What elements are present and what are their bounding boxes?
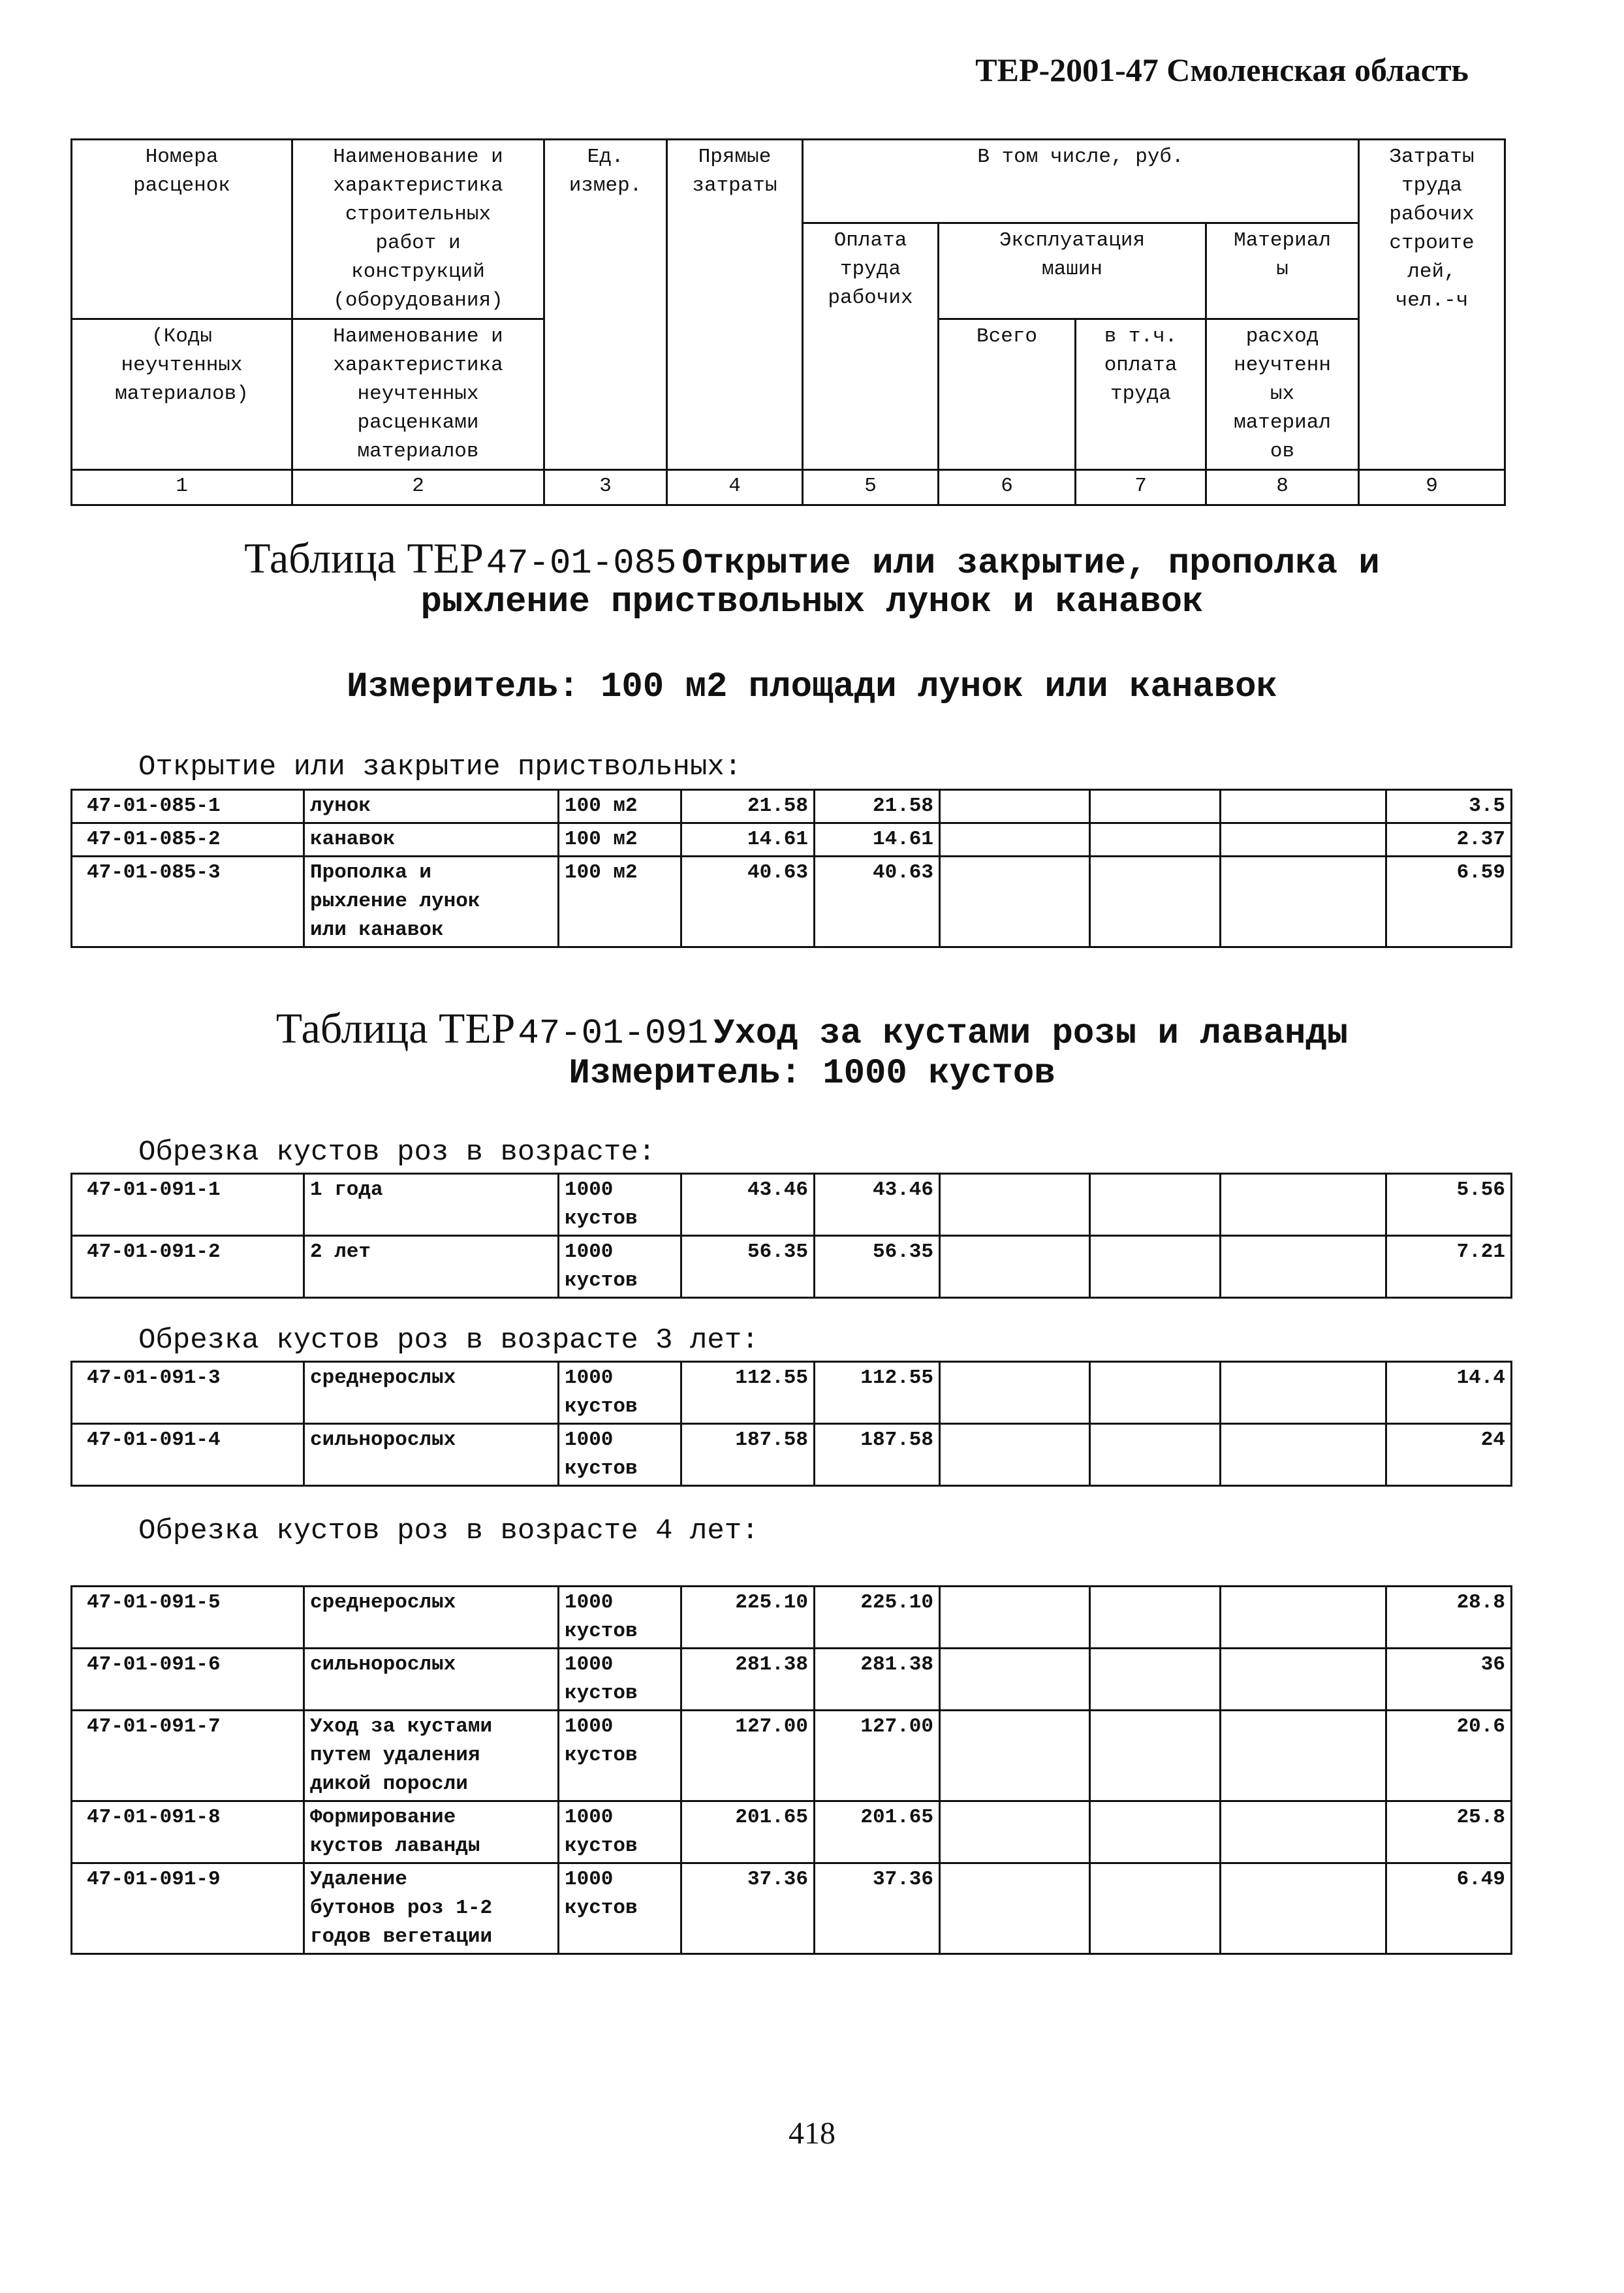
cell-materials bbox=[1221, 1424, 1386, 1486]
cell-code: 47-01-085-2 bbox=[72, 823, 304, 857]
cell-materials bbox=[1221, 1587, 1386, 1649]
table-085-measure: Измеритель: 100 м2 площади лунок или канавок bbox=[347, 667, 1277, 707]
cell-labor: 281.38 bbox=[815, 1649, 940, 1711]
cell-materials bbox=[1221, 1863, 1386, 1954]
cell-materials bbox=[1221, 823, 1386, 857]
cell-name: Формирование кустов лаванды bbox=[304, 1801, 559, 1863]
table-091-title-prefix: Таблица ТЕР bbox=[275, 1005, 516, 1052]
cell-hours: 2.37 bbox=[1386, 823, 1512, 857]
cell-machines bbox=[940, 1863, 1090, 1954]
table-091-code: 47-01-091 bbox=[518, 1014, 709, 1054]
cell-labor: 56.35 bbox=[815, 1236, 940, 1298]
cell-code: 47-01-091-8 bbox=[72, 1801, 304, 1863]
cell-machines bbox=[940, 857, 1090, 947]
cell-machines-labor bbox=[1090, 857, 1221, 947]
cell-direct: 127.00 bbox=[681, 1711, 815, 1801]
header-c1-bottom: (Коды неучтенных материалов) bbox=[72, 319, 292, 470]
cell-direct: 37.36 bbox=[681, 1863, 815, 1954]
header-c6: Всего bbox=[939, 319, 1076, 470]
cell-name: сильнорослых bbox=[304, 1424, 559, 1486]
table-row bbox=[72, 1362, 1512, 1424]
table-row bbox=[72, 857, 1512, 947]
header-number: 7 bbox=[1076, 470, 1206, 505]
cell-code: 47-01-091-3 bbox=[72, 1362, 304, 1424]
cell-machines bbox=[940, 1801, 1090, 1863]
table-091-measure: Измеритель: 1000 кустов bbox=[569, 1054, 1055, 1094]
cell-direct: 225.10 bbox=[681, 1587, 815, 1649]
table-row bbox=[72, 823, 1512, 857]
table-091-section-c-label: Обрезка кустов роз в возрасте 4 лет: bbox=[138, 1515, 759, 1547]
cell-unit: 1000 кустов bbox=[559, 1174, 681, 1236]
cell-code: 47-01-091-7 bbox=[72, 1711, 304, 1801]
cell-direct: 21.58 bbox=[681, 790, 815, 823]
cell-labor: 127.00 bbox=[815, 1711, 940, 1801]
cell-unit: 1000 кустов bbox=[559, 1649, 681, 1711]
cell-machines-labor bbox=[1090, 823, 1221, 857]
cell-machines bbox=[940, 823, 1090, 857]
table-row bbox=[72, 1174, 1512, 1236]
cell-hours: 20.6 bbox=[1386, 1711, 1512, 1801]
cell-machines bbox=[940, 1587, 1090, 1649]
cell-unit: 1000 кустов bbox=[559, 1863, 681, 1954]
cell-unit: 100 м2 bbox=[559, 857, 681, 947]
cell-machines bbox=[940, 1362, 1090, 1424]
page-header-title: ТЕР-2001-47 Смоленская область bbox=[975, 52, 1469, 88]
table-row bbox=[72, 1801, 1512, 1863]
cell-unit: 1000 кустов bbox=[559, 1801, 681, 1863]
table-row bbox=[72, 1711, 1512, 1801]
cell-code: 47-01-091-1 bbox=[72, 1174, 304, 1236]
table-091-section-b-label: Обрезка кустов роз в возрасте 3 лет: bbox=[138, 1324, 759, 1357]
cell-unit: 1000 кустов bbox=[559, 1362, 681, 1424]
cell-machines bbox=[940, 1174, 1090, 1236]
cell-machines-labor bbox=[1090, 790, 1221, 823]
cell-labor: 112.55 bbox=[815, 1362, 940, 1424]
header-number: 6 bbox=[939, 470, 1076, 505]
table-085-title bbox=[0, 534, 1624, 584]
cell-labor: 14.61 bbox=[815, 823, 940, 857]
cell-code: 47-01-091-4 bbox=[72, 1424, 304, 1486]
table-085-title-text: Открытие или закрытие, прополка и bbox=[681, 544, 1380, 584]
cell-code: 47-01-091-6 bbox=[72, 1649, 304, 1711]
cell-unit: 100 м2 bbox=[559, 790, 681, 823]
cell-machines bbox=[940, 1424, 1090, 1486]
cell-labor: 37.36 bbox=[815, 1863, 940, 1954]
cell-unit: 1000 кустов bbox=[559, 1711, 681, 1801]
table-091-title-text: Уход за кустами розы и лаванды bbox=[713, 1014, 1349, 1054]
header-number: 4 bbox=[667, 470, 803, 505]
header-c7: в т.ч. оплата труда bbox=[1076, 319, 1206, 470]
cell-unit: 1000 кустов bbox=[559, 1236, 681, 1298]
cell-hours: 5.56 bbox=[1386, 1174, 1512, 1236]
cell-direct: 40.63 bbox=[681, 857, 815, 947]
cell-code: 47-01-091-5 bbox=[72, 1587, 304, 1649]
cell-code: 47-01-085-1 bbox=[72, 790, 304, 823]
cell-materials bbox=[1221, 857, 1386, 947]
cell-name: Прополка и рыхление лунок или канавок bbox=[304, 857, 559, 947]
cell-direct: 56.35 bbox=[681, 1236, 815, 1298]
cell-direct: 187.58 bbox=[681, 1424, 815, 1486]
cell-materials bbox=[1221, 1362, 1386, 1424]
table-085-section-label: Открытие или закрытие приствольных: bbox=[138, 751, 742, 783]
cell-labor: 187.58 bbox=[815, 1424, 940, 1486]
cell-machines-labor bbox=[1090, 1649, 1221, 1711]
cell-labor: 40.63 bbox=[815, 857, 940, 947]
cell-direct: 14.61 bbox=[681, 823, 815, 857]
table-row bbox=[72, 1587, 1512, 1649]
cell-machines-labor bbox=[1090, 1362, 1221, 1424]
table-091-title bbox=[0, 1004, 1624, 1054]
cell-materials bbox=[1221, 1174, 1386, 1236]
table-row bbox=[72, 1424, 1512, 1486]
cell-name: 1 года bbox=[304, 1174, 559, 1236]
cell-unit: 1000 кустов bbox=[559, 1424, 681, 1486]
cell-machines-labor bbox=[1090, 1587, 1221, 1649]
cell-labor: 21.58 bbox=[815, 790, 940, 823]
cell-machines-labor bbox=[1090, 1801, 1221, 1863]
cell-labor: 201.65 bbox=[815, 1801, 940, 1863]
cell-machines-labor bbox=[1090, 1236, 1221, 1298]
table-091-c bbox=[70, 1585, 1512, 1955]
table-row bbox=[72, 790, 1512, 823]
cell-direct: 43.46 bbox=[681, 1174, 815, 1236]
cell-hours: 6.49 bbox=[1386, 1863, 1512, 1954]
cell-machines-labor bbox=[1090, 1711, 1221, 1801]
cell-machines bbox=[940, 1649, 1090, 1711]
header-number: 2 bbox=[292, 470, 544, 505]
cell-machines-labor bbox=[1090, 1863, 1221, 1954]
table-085-title-line2: рыхление приствольных лунок и канавок bbox=[420, 582, 1204, 622]
cell-name: сильнорослых bbox=[304, 1649, 559, 1711]
header-number: 3 bbox=[544, 470, 667, 505]
cell-hours: 3.5 bbox=[1386, 790, 1512, 823]
cell-unit: 100 м2 bbox=[559, 823, 681, 857]
table-085-code: 47-01-085 bbox=[486, 544, 677, 584]
column-header-table bbox=[70, 138, 1506, 506]
cell-labor: 43.46 bbox=[815, 1174, 940, 1236]
table-091-a bbox=[70, 1173, 1512, 1299]
table-085 bbox=[70, 789, 1512, 948]
cell-hours: 36 bbox=[1386, 1649, 1512, 1711]
header-c2-bottom: Наименование и характеристика неучтенных расценками материалов bbox=[292, 319, 544, 470]
cell-direct: 201.65 bbox=[681, 1801, 815, 1863]
header-number: 8 bbox=[1206, 470, 1359, 505]
cell-materials bbox=[1221, 1801, 1386, 1863]
header-c5to8: В том числе, руб. bbox=[803, 140, 1359, 223]
header-number: 1 bbox=[72, 470, 292, 505]
cell-labor: 225.10 bbox=[815, 1587, 940, 1649]
cell-name: 2 лет bbox=[304, 1236, 559, 1298]
cell-unit: 1000 кустов bbox=[559, 1587, 681, 1649]
cell-machines-labor bbox=[1090, 1424, 1221, 1486]
cell-hours: 24 bbox=[1386, 1424, 1512, 1486]
table-row bbox=[72, 1863, 1512, 1954]
cell-materials bbox=[1221, 1649, 1386, 1711]
cell-code: 47-01-091-9 bbox=[72, 1863, 304, 1954]
cell-machines bbox=[940, 1711, 1090, 1801]
table-row bbox=[72, 1236, 1512, 1298]
cell-name: лунок bbox=[304, 790, 559, 823]
cell-hours: 28.8 bbox=[1386, 1587, 1512, 1649]
header-c9: Затраты труда рабочих строите лей, чел.-ч bbox=[1359, 140, 1505, 470]
header-number: 5 bbox=[803, 470, 939, 505]
cell-machines-labor bbox=[1090, 1174, 1221, 1236]
cell-materials bbox=[1221, 1711, 1386, 1801]
cell-materials bbox=[1221, 790, 1386, 823]
cell-hours: 6.59 bbox=[1386, 857, 1512, 947]
table-085-title-prefix: Таблица ТЕР bbox=[244, 535, 484, 582]
header-c3: Ед. измер. bbox=[544, 140, 667, 470]
header-number: 9 bbox=[1359, 470, 1505, 505]
cell-name: Уход за кустами путем удаления дикой поросли bbox=[304, 1711, 559, 1801]
cell-name: среднерослых bbox=[304, 1362, 559, 1424]
cell-hours: 14.4 bbox=[1386, 1362, 1512, 1424]
cell-hours: 7.21 bbox=[1386, 1236, 1512, 1298]
cell-machines bbox=[940, 1236, 1090, 1298]
header-c5: Оплата труда рабочих bbox=[803, 223, 939, 470]
header-c2-top: Наименование и характеристика строительных работ и конструкций (оборудования) bbox=[292, 140, 544, 319]
table-row bbox=[72, 1649, 1512, 1711]
cell-materials bbox=[1221, 1236, 1386, 1298]
cell-hours: 25.8 bbox=[1386, 1801, 1512, 1863]
table-091-section-a-label: Обрезка кустов роз в возрасте: bbox=[138, 1136, 656, 1169]
cell-machines bbox=[940, 790, 1090, 823]
cell-name: канавок bbox=[304, 823, 559, 857]
header-c6to7: Эксплуатация машин bbox=[939, 223, 1206, 319]
cell-code: 47-01-085-3 bbox=[72, 857, 304, 947]
header-c8-bottom: расход неучтенн ых материал ов bbox=[1206, 319, 1359, 470]
cell-direct: 112.55 bbox=[681, 1362, 815, 1424]
page-number: 418 bbox=[789, 2116, 835, 2151]
cell-name: среднерослых bbox=[304, 1587, 559, 1649]
cell-code: 47-01-091-2 bbox=[72, 1236, 304, 1298]
table-091-b bbox=[70, 1361, 1512, 1487]
header-c8-top: Материал ы bbox=[1206, 223, 1359, 319]
header-c4: Прямые затраты bbox=[667, 140, 803, 470]
cell-direct: 281.38 bbox=[681, 1649, 815, 1711]
header-c1-top: Номера расценок bbox=[72, 140, 292, 319]
cell-name: Удаление бутонов роз 1-2 годов вегетации bbox=[304, 1863, 559, 1954]
